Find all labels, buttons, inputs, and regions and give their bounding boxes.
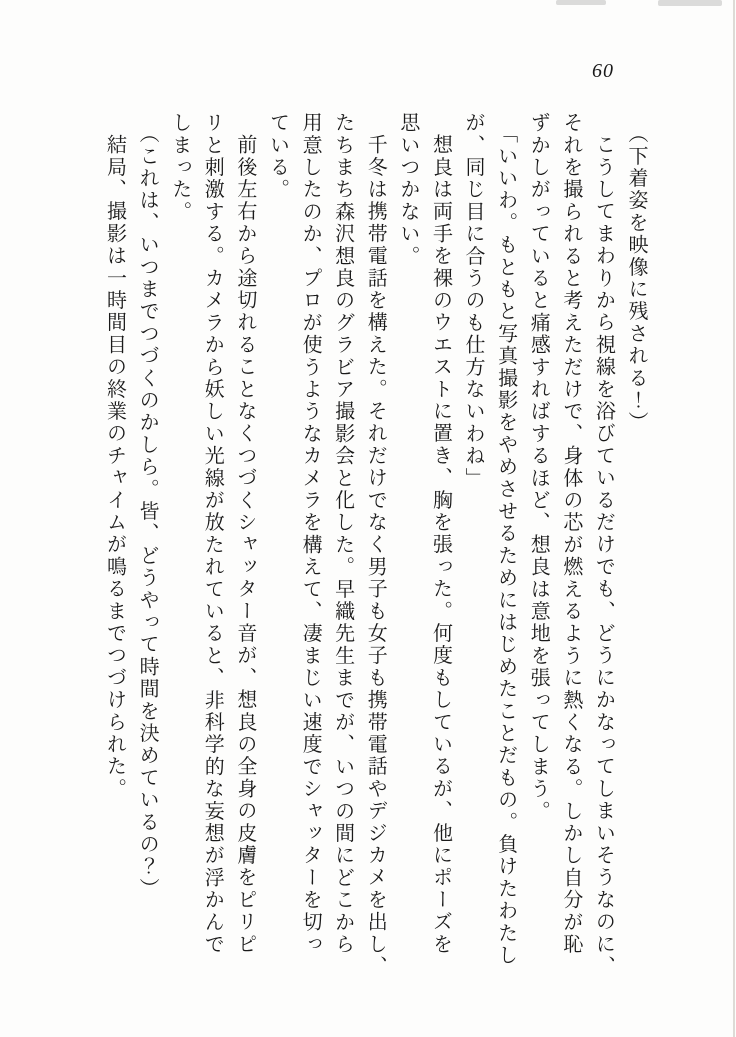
text-line: こうしてまわりから視線を浴びているだけでも、どうにかなってしまいそうなのに、 bbox=[592, 134, 615, 978]
scan-artifact bbox=[556, 0, 606, 5]
text-line: が、同じ目に合うのも仕方ないわね」 bbox=[462, 112, 485, 490]
text-line: リと刺激する。カメラから妖しい光線が放たれていると、非科学的な妄想が浮かんで bbox=[201, 112, 224, 956]
page-edge-shadow bbox=[733, 0, 735, 1037]
text-line: （下着姿を映像に残される！） bbox=[625, 123, 647, 434]
text-line: ずかしがっていると痛感すればするほど、想良は意地を張ってしまう。 bbox=[527, 112, 550, 823]
text-line: たちまち森沢想良のグラビア撮影会と化した。早織先生までが、いつの間にどこから bbox=[331, 112, 354, 956]
text-line: 結局、撮影は一時間目の終業のチャイムが鳴るまでつづけられた。 bbox=[103, 134, 126, 800]
text-line: 思いつかない。 bbox=[396, 112, 419, 268]
text-line: 想良は両手を裸のウエストに置き、胸を張った。何度もしているが、他にポーズを bbox=[429, 134, 452, 956]
text-line: しまった。 bbox=[168, 112, 191, 223]
text-line: 「いいわ。もともと写真撮影をやめさせるためにはじめたことだもの。負けたわたし bbox=[494, 123, 517, 967]
text-line: ている。 bbox=[266, 112, 289, 201]
text-line: それを撮られると考えただけで、身体の芯が燃えるように熱くなる。しかし自分が恥 bbox=[559, 112, 582, 956]
text-body bbox=[98, 112, 652, 992]
text-line: 用意したのか、プロが使うようなカメラを構えて、凄まじい速度でシャッターを切っ bbox=[299, 112, 322, 956]
scan-artifact bbox=[658, 0, 722, 6]
text-line: 前後左右から途切れることなくつづくシャッター音が、想良の全身の皮膚をピリピ bbox=[233, 134, 256, 956]
text-line: 千冬は携帯電話を構えた。それだけでなく男子も女子も携帯電話やデジカメを出し、 bbox=[364, 134, 387, 978]
page-number: 60 bbox=[592, 60, 614, 82]
text-line: （これは、いつまでつづくのかしら。皆、どうやって時間を決めているの？） bbox=[136, 123, 159, 900]
